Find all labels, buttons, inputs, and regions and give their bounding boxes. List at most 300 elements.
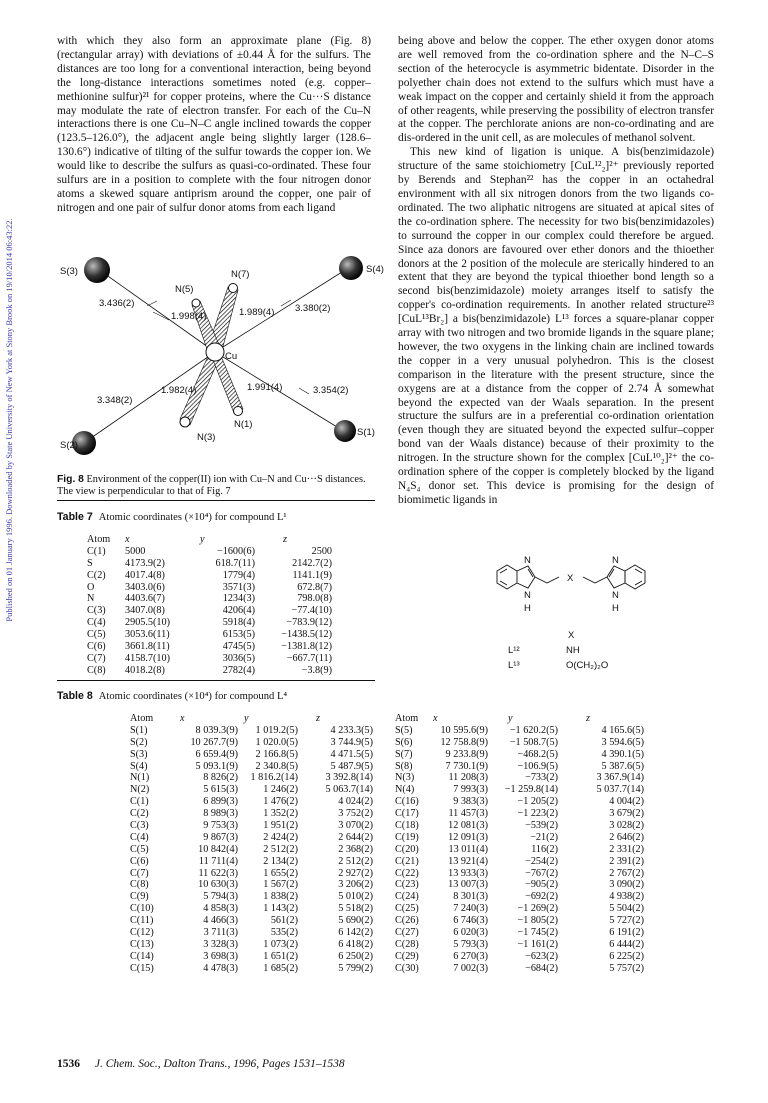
table-cell: 4 858(3) bbox=[203, 903, 238, 915]
table-cell: C(25) bbox=[395, 903, 419, 915]
table-cell: 5 690(2) bbox=[338, 915, 373, 927]
n5-atom bbox=[192, 299, 200, 307]
table-cell: S(7) bbox=[395, 748, 413, 760]
table-cell: 12 091(3) bbox=[448, 831, 488, 843]
table-cell: C(2) bbox=[87, 569, 106, 581]
header-y: y bbox=[244, 713, 249, 724]
table-row bbox=[130, 927, 730, 939]
table-cell: −623(2) bbox=[525, 950, 558, 962]
table-row bbox=[87, 665, 347, 677]
table-cell: 5 615(3) bbox=[203, 784, 238, 796]
right-paragraph-2: This new kind of ligation is unique. A bis(benzimidazole) structure of the same stoichiometry [CuL¹²₂]²⁺ previously reported by Berends and Stephan²² has the copper in an octahedral environment with all six nitrogen donors from the two ligands co-ordinated. The two aliphatic nitrogens are situated at apical sites of the co-ordination sphere. The necessity for two bis(benzimidazoles) to surround the copper in our complex could therefore be argued. Since aza donors are favoured over ether donors and the thioether donors at the 2 position of the molecule are sterically hindered to an extent that they are beyond the typical thioether bond length so a second bis(benzimidazole) moiety arranges itself to satisfy the copper's co-ordination requirements. In another related structure²³ [CuL¹³Br₂] a bis(benzimidazole) L¹³ forces a square-planar copper array with two nitrogen and two bromide ligands in the square plane; however, the two oxygens in the linking chain are inclined towards the copper in a very unusual polyhedron. This is the closest comparison in the literature with the present structure, since the oxygens are at a distance from the copper of 2.74 Å somewhat beyond the expected van der Waals separation. In the present structure the sulfurs are in a preferential co-ordination orientation (even though they are situated beyond the expected sulfur–copper bond van der Waals distance) because of their proximity to the nitrogen. In the structure shown for the complex [CuL¹⁰₂]²⁺ the co-ordination sphere of the copper is completely blocked by the ligand N₄S₄ donor set. This device is promising for the design of biomimetic ligands in bbox=[398, 146, 714, 506]
table-cell: 1 476(2) bbox=[263, 796, 298, 808]
table-8-label: Table 8 bbox=[57, 690, 93, 702]
header-atom: Atom bbox=[87, 534, 111, 545]
table-cell: 11 457(3) bbox=[448, 808, 488, 820]
table-cell: 4206(4) bbox=[222, 605, 255, 617]
table-cell: C(11) bbox=[130, 915, 154, 927]
table-row bbox=[130, 772, 730, 784]
journal-citation: J. Chem. Soc., Dalton Trans., 1996, Pages 1531–1538 bbox=[94, 1058, 345, 1070]
table-cell: −106.9(5) bbox=[517, 760, 558, 772]
table-cell: 2 391(2) bbox=[609, 855, 644, 867]
table-cell: −1 205(2) bbox=[517, 796, 558, 808]
table-cell: −1 259.8(14) bbox=[504, 784, 558, 796]
table-cell: 2 512(2) bbox=[338, 855, 373, 867]
n7-distance: 1.989(4) bbox=[239, 307, 275, 318]
table-row bbox=[87, 617, 347, 629]
table-cell: 1 073(2) bbox=[263, 938, 298, 950]
download-notice bbox=[2, 160, 16, 680]
table-cell: 2 767(2) bbox=[609, 867, 644, 879]
s1-atom bbox=[334, 420, 356, 442]
s3-distance: 3.436(2) bbox=[99, 298, 135, 309]
table-cell: C(26) bbox=[395, 915, 419, 927]
table-cell: 1 567(2) bbox=[263, 879, 298, 891]
table-cell: 3403.0(6) bbox=[125, 581, 165, 593]
right-paragraph-1: being above and below the copper. The ether oxygen donor atoms are well removed from the co-ordination sphere and the N–C–S section of the heterocycle is asymmetric bidentate. Disorder in the polyether chain does not extend to the sulfurs which must have a weak impact on the copper and certainly shield it from the approach of other reagents, while preserving the possibility of electron transfer at the copper. The perchlorate anions are non-co-ordinating and are dis-ordered in the unit cell, as are molecules of methanol solvent. bbox=[398, 35, 714, 145]
table-cell: C(10) bbox=[130, 903, 154, 915]
table-cell: 5 794(3) bbox=[203, 891, 238, 903]
table-cell: 1141.1(9) bbox=[292, 569, 332, 581]
table-cell: 2500 bbox=[311, 545, 332, 557]
table-cell: 3 328(3) bbox=[203, 938, 238, 950]
structure-drawing bbox=[495, 553, 675, 623]
table-row bbox=[87, 570, 347, 582]
table-cell: 5 793(3) bbox=[453, 938, 488, 950]
table-cell: N(3) bbox=[395, 772, 415, 784]
table-cell: 2 331(2) bbox=[609, 843, 644, 855]
page-footer bbox=[57, 1058, 345, 1070]
table-cell: 5918(4) bbox=[222, 617, 255, 629]
table-cell: 3 090(2) bbox=[609, 879, 644, 891]
header-atom-2: Atom bbox=[395, 713, 419, 724]
table-cell: 4017.4(8) bbox=[125, 569, 165, 581]
table-cell: 6 418(2) bbox=[338, 938, 373, 950]
header-x: x bbox=[180, 713, 185, 724]
table-cell: 6 191(2) bbox=[609, 927, 644, 939]
table-cell: −905(2) bbox=[525, 879, 558, 891]
table-cell: 672.8(7) bbox=[297, 581, 332, 593]
table-cell: 2 424(2) bbox=[263, 831, 298, 843]
table-cell: 10 630(3) bbox=[198, 879, 238, 891]
legend-ligand-name: L¹³ bbox=[508, 660, 520, 671]
figure-caption-text: Environment of the copper(II) ion with Cu–N and Cu···S distances. The view is perpendicular to that of Fig. 7 bbox=[57, 474, 366, 498]
table-cell: C(7) bbox=[87, 652, 106, 664]
table-cell: 4018.2(8) bbox=[125, 664, 165, 676]
s4-distance: 3.380(2) bbox=[295, 303, 331, 314]
table-cell: C(2) bbox=[130, 808, 149, 820]
table-row bbox=[130, 951, 730, 963]
table-cell: −1381.8(12) bbox=[281, 641, 332, 653]
table-cell: 2142.7(2) bbox=[292, 557, 332, 569]
left-column-text bbox=[57, 35, 371, 216]
table-cell: 1 655(2) bbox=[263, 867, 298, 879]
table-cell: C(9) bbox=[130, 891, 149, 903]
table-cell: −667.7(11) bbox=[286, 652, 332, 664]
table-cell: 561(2) bbox=[270, 915, 298, 927]
table-row bbox=[130, 868, 730, 880]
cu-label: Cu bbox=[225, 351, 238, 362]
table-cell: 4158.7(10) bbox=[125, 652, 170, 664]
table-cell: 3 028(2) bbox=[609, 820, 644, 832]
table-cell: 7 240(3) bbox=[453, 903, 488, 915]
table-row bbox=[87, 605, 347, 617]
table-cell: C(6) bbox=[130, 855, 149, 867]
table-cell: C(18) bbox=[395, 820, 419, 832]
table-cell: 9 753(3) bbox=[203, 820, 238, 832]
s1-distance: 3.354(2) bbox=[313, 385, 349, 396]
figure-8 bbox=[57, 255, 384, 470]
table-cell: −539(2) bbox=[525, 820, 558, 832]
table-cell: 10 842(4) bbox=[198, 843, 238, 855]
table-row bbox=[130, 820, 730, 832]
header-atom: Atom bbox=[130, 713, 154, 724]
table-cell: 2 340.8(5) bbox=[255, 760, 298, 772]
table-cell: C(5) bbox=[130, 843, 149, 855]
table-cell: 5000 bbox=[125, 545, 146, 557]
n1-atom bbox=[234, 407, 243, 416]
table-cell: 3 367.9(14) bbox=[596, 772, 644, 784]
table-cell: 2782(4) bbox=[222, 664, 255, 676]
n-bottom-left: N bbox=[524, 590, 531, 601]
table-cell: 7 002(3) bbox=[453, 962, 488, 974]
table-cell: 6 659.4(9) bbox=[195, 748, 238, 760]
table-cell: C(19) bbox=[395, 831, 419, 843]
table-cell: 2 512(2) bbox=[263, 843, 298, 855]
table-cell: 4 165.6(5) bbox=[601, 724, 644, 736]
table-cell: 3 679(2) bbox=[609, 808, 644, 820]
table-cell: 4 471.5(5) bbox=[330, 748, 373, 760]
table-cell: S(8) bbox=[395, 760, 413, 772]
table-row bbox=[130, 749, 730, 761]
table-cell: −1 223(2) bbox=[517, 808, 558, 820]
table-cell: −77.4(10) bbox=[291, 605, 332, 617]
table-row bbox=[130, 879, 730, 891]
table-cell: N(4) bbox=[395, 784, 415, 796]
table-cell: 8 989(3) bbox=[203, 808, 238, 820]
header-y: y bbox=[200, 534, 205, 545]
copper-atom bbox=[206, 343, 224, 361]
table-cell: S bbox=[87, 557, 93, 569]
table-row bbox=[87, 641, 347, 653]
header-x: x bbox=[125, 534, 130, 545]
table-7-label: Table 7 bbox=[57, 511, 93, 523]
divider bbox=[57, 500, 375, 501]
table-cell: 4 478(3) bbox=[203, 962, 238, 974]
table-row bbox=[87, 593, 347, 605]
table-cell: C(28) bbox=[395, 938, 419, 950]
table-cell: 3 206(2) bbox=[338, 879, 373, 891]
table-cell: 3661.8(11) bbox=[125, 641, 170, 653]
legend-ligand-x: NH bbox=[566, 645, 580, 656]
table-cell: 5 063.7(14) bbox=[325, 784, 373, 796]
s4-atom bbox=[339, 256, 363, 280]
table-cell: C(3) bbox=[130, 820, 149, 832]
table-cell: 6153(5) bbox=[222, 629, 255, 641]
right-column-text bbox=[398, 35, 714, 508]
table-cell: −1 805(2) bbox=[517, 915, 558, 927]
table-cell: −1 269(2) bbox=[517, 903, 558, 915]
table-cell: 7 993(3) bbox=[453, 784, 488, 796]
n-top-right: N bbox=[612, 555, 619, 566]
s2-distance: 3.348(2) bbox=[97, 395, 133, 406]
table-cell: 2 646(2) bbox=[609, 831, 644, 843]
table-cell: 1234(3) bbox=[222, 593, 255, 605]
table-cell: 1 651(2) bbox=[263, 950, 298, 962]
table-cell: 1 816.2(14) bbox=[250, 772, 298, 784]
table-cell: −468.2(5) bbox=[517, 748, 558, 760]
table-cell: 4173.9(2) bbox=[125, 557, 165, 569]
table-cell: 2 927(2) bbox=[338, 867, 373, 879]
n-top-left: N bbox=[524, 555, 531, 566]
table-cell: 3 698(3) bbox=[203, 950, 238, 962]
h-right: H bbox=[612, 603, 619, 614]
table-cell: C(21) bbox=[395, 855, 419, 867]
table-cell: 6 225(2) bbox=[609, 950, 644, 962]
table-cell: 5 487.9(5) bbox=[330, 760, 373, 772]
table-row bbox=[130, 784, 730, 796]
table-cell: C(8) bbox=[87, 664, 106, 676]
table-cell: −767(2) bbox=[525, 867, 558, 879]
table-cell: −1 161(2) bbox=[517, 938, 558, 950]
table-cell: 11 711(4) bbox=[198, 855, 238, 867]
table-cell: 4 938(2) bbox=[609, 891, 644, 903]
table-row bbox=[130, 915, 730, 927]
legend-row-l13 bbox=[508, 660, 608, 671]
table-header-row bbox=[87, 534, 347, 546]
table-cell: N(1) bbox=[130, 772, 150, 784]
table-cell: S(2) bbox=[130, 736, 148, 748]
table-cell: C(20) bbox=[395, 843, 419, 855]
table-cell: C(13) bbox=[130, 938, 154, 950]
table-cell: C(5) bbox=[87, 629, 106, 641]
legend-row-l12 bbox=[508, 645, 580, 656]
table-cell: 1 838(2) bbox=[263, 891, 298, 903]
table-cell: 3 392.8(14) bbox=[325, 772, 373, 784]
table-cell: 11 622(3) bbox=[198, 867, 238, 879]
table-cell: 13 921(4) bbox=[448, 855, 488, 867]
table-row bbox=[130, 939, 730, 951]
table-cell: 8 826(2) bbox=[203, 772, 238, 784]
table-cell: 5 504(2) bbox=[609, 903, 644, 915]
n1-distance: 1.991(4) bbox=[247, 382, 283, 393]
table-cell: C(14) bbox=[130, 950, 154, 962]
header-z: z bbox=[316, 713, 320, 724]
table-cell: 5 093.1(9) bbox=[195, 760, 238, 772]
table-cell: 10 267.7(9) bbox=[190, 736, 238, 748]
table-cell: 1 143(2) bbox=[263, 903, 298, 915]
table-cell: C(4) bbox=[87, 617, 106, 629]
table-cell: C(15) bbox=[130, 962, 154, 974]
n3-distance: 1.982(4) bbox=[161, 385, 197, 396]
table-cell: 1 352(2) bbox=[263, 808, 298, 820]
table-cell: −1438.5(12) bbox=[281, 629, 332, 641]
n-bottom-right: N bbox=[612, 590, 619, 601]
figure-8-caption bbox=[57, 474, 375, 499]
table-cell: 4 466(3) bbox=[203, 915, 238, 927]
table-cell: C(6) bbox=[87, 641, 106, 653]
table-cell: 8 039.3(9) bbox=[195, 724, 238, 736]
legend-x-header: X bbox=[568, 630, 575, 641]
table-cell: 1 685(2) bbox=[263, 962, 298, 974]
table-cell: 4 233.3(5) bbox=[330, 724, 373, 736]
n1-label: N(1) bbox=[234, 419, 253, 430]
table-cell: 13 933(3) bbox=[448, 867, 488, 879]
table-cell: C(22) bbox=[395, 867, 419, 879]
table-header-row bbox=[130, 713, 730, 725]
table-row bbox=[130, 963, 730, 975]
table-cell: 13 007(3) bbox=[448, 879, 488, 891]
table-cell: 2 134(2) bbox=[263, 855, 298, 867]
n7-label: N(7) bbox=[231, 269, 250, 280]
table-cell: C(16) bbox=[395, 796, 419, 808]
table-cell: 6 270(3) bbox=[453, 950, 488, 962]
table-cell: C(29) bbox=[395, 950, 419, 962]
table-cell: 6 020(3) bbox=[453, 927, 488, 939]
table-cell: −684(2) bbox=[525, 962, 558, 974]
table-cell: C(3) bbox=[87, 605, 106, 617]
table-cell: S(6) bbox=[395, 736, 413, 748]
table-cell: 618.7(11) bbox=[215, 557, 255, 569]
table-cell: C(1) bbox=[130, 796, 149, 808]
table-cell: 4 024(2) bbox=[338, 796, 373, 808]
table-cell: 5 010(2) bbox=[338, 891, 373, 903]
table-cell: 116(2) bbox=[531, 843, 558, 855]
table-cell: 3 070(2) bbox=[338, 820, 373, 832]
table-cell: C(24) bbox=[395, 891, 419, 903]
table-cell: 3 744.9(5) bbox=[330, 736, 373, 748]
table-cell: −1 508.7(5) bbox=[509, 736, 558, 748]
table-cell: 5 037.7(14) bbox=[596, 784, 644, 796]
table-cell: C(7) bbox=[130, 867, 149, 879]
legend-ligand-name: L¹² bbox=[508, 645, 520, 656]
table-cell: 10 595.6(9) bbox=[440, 724, 488, 736]
n5-label: N(5) bbox=[175, 284, 194, 295]
table-cell: 798.0(8) bbox=[297, 593, 332, 605]
header-y-2: y bbox=[508, 713, 513, 724]
table-cell: 535(2) bbox=[270, 927, 298, 939]
table-row bbox=[130, 796, 730, 808]
table-cell: C(30) bbox=[395, 962, 419, 974]
table-cell: 1 951(2) bbox=[263, 820, 298, 832]
table-cell: 6 746(3) bbox=[453, 915, 488, 927]
table-row bbox=[130, 903, 730, 915]
download-notice-text: Published on 01 January 1996. Downloaded by State University of New York at Stony Brook on 19/10/2014 06:43:22. bbox=[4, 218, 14, 622]
table-8-caption bbox=[57, 690, 287, 702]
table-7-caption bbox=[57, 511, 287, 523]
table-cell: 2 644(2) bbox=[338, 831, 373, 843]
table-cell: 5 757(2) bbox=[609, 962, 644, 974]
table-cell: 5 727(2) bbox=[609, 915, 644, 927]
table-cell: 11 208(3) bbox=[448, 772, 488, 784]
table-cell: 6 444(2) bbox=[609, 938, 644, 950]
table-row bbox=[130, 891, 730, 903]
table-cell: 6 899(3) bbox=[203, 796, 238, 808]
table-cell: −254(2) bbox=[525, 855, 558, 867]
table-8-title: Atomic coordinates (×10⁴) for compound L⁴ bbox=[98, 691, 288, 702]
table-cell: 4 004(2) bbox=[609, 796, 644, 808]
table-cell: 3 711(3) bbox=[203, 927, 238, 939]
table-cell: 5 518(2) bbox=[338, 903, 373, 915]
header-z: z bbox=[283, 534, 287, 545]
table-cell: S(1) bbox=[130, 724, 148, 736]
table-cell: S(3) bbox=[130, 748, 148, 760]
table-cell: 3036(5) bbox=[222, 652, 255, 664]
table-cell: −3.8(9) bbox=[301, 664, 332, 676]
table-cell: C(1) bbox=[87, 545, 106, 557]
s3-atom bbox=[84, 257, 110, 283]
table-row bbox=[87, 558, 347, 570]
s4-label: S(4) bbox=[366, 264, 384, 275]
h-left: H bbox=[524, 603, 531, 614]
table-row bbox=[87, 582, 347, 594]
table-cell: 6 142(2) bbox=[338, 927, 373, 939]
table-cell: C(12) bbox=[130, 927, 154, 939]
table-cell: 2905.5(10) bbox=[125, 617, 170, 629]
table-cell: N(2) bbox=[130, 784, 150, 796]
table-cell: −21(2) bbox=[530, 831, 558, 843]
table-cell: N bbox=[87, 593, 95, 605]
table-row bbox=[87, 629, 347, 641]
table-cell: C(17) bbox=[395, 808, 419, 820]
table-cell: 4 390.1(5) bbox=[601, 748, 644, 760]
n3-atom bbox=[180, 417, 190, 427]
table-cell: 1 246(2) bbox=[263, 784, 298, 796]
x-linker: X bbox=[567, 573, 574, 584]
table-cell: C(4) bbox=[130, 831, 149, 843]
table-8 bbox=[130, 713, 730, 975]
header-z-2: z bbox=[586, 713, 590, 724]
table-row bbox=[130, 856, 730, 868]
figure-label: Fig. 8 bbox=[57, 474, 84, 485]
table-row bbox=[130, 737, 730, 749]
table-cell: −1600(6) bbox=[217, 545, 255, 557]
table-cell: 9 383(3) bbox=[453, 796, 488, 808]
table-cell: 1 019.2(5) bbox=[255, 724, 298, 736]
n5-distance: 1.998(4) bbox=[171, 311, 207, 322]
table-cell: 3571(3) bbox=[222, 581, 255, 593]
table-cell: 5 387.6(5) bbox=[601, 760, 644, 772]
table-7-title: Atomic coordinates (×10⁴) for compound L¹ bbox=[98, 512, 287, 523]
table-cell: 1779(4) bbox=[222, 569, 255, 581]
s3-label: S(3) bbox=[60, 266, 78, 277]
table-cell: 4745(5) bbox=[222, 641, 255, 653]
table-cell: 2 368(2) bbox=[338, 843, 373, 855]
table-cell: 12 081(3) bbox=[448, 820, 488, 832]
left-paragraph: with which they also form an approximate plane (Fig. 8) (rectangular array) with deviations of ±0.44 Å for the sulfurs. The distances are too long for a conventional interaction, being beyond the long-distance interactions sometimes noted (e.g. copper–methionine sulfur)²¹ for copper proteins, where the Cu···S distance may modulate the rate of electron transfer. For each of the Cu–N interactions there is one Cu–N–C angle inclined towards the copper (123.5–126.0°), the adjacent angle being slightly larger (128.6–130.6°) indicative of tilting of the sulfur towards the copper ion. We would like to describe the sulfurs as quasi-co-ordinated. These four sulfurs are in a position to complete with the four nitrogen donor atoms a skewed square antiprism around the copper, one pair of nitrogen and one pair of sulfur donor atoms from each ligand bbox=[57, 35, 371, 214]
table-7 bbox=[87, 534, 347, 677]
table-cell: 9 233.8(9) bbox=[445, 748, 488, 760]
table-row bbox=[130, 808, 730, 820]
table-cell: 2 166.8(5) bbox=[255, 748, 298, 760]
s2-label: S(2) bbox=[60, 440, 78, 451]
table-cell: 5 799(2) bbox=[338, 962, 373, 974]
legend-ligand-x: O(CH₂)₂O bbox=[566, 660, 609, 671]
table-cell: −1 620.2(5) bbox=[509, 724, 558, 736]
table-cell: 3053.6(11) bbox=[125, 629, 170, 641]
table-cell: −1 745(2) bbox=[517, 927, 558, 939]
divider bbox=[57, 680, 375, 681]
table-cell: 4403.6(7) bbox=[125, 593, 165, 605]
table-cell: 3 594.6(5) bbox=[601, 736, 644, 748]
table-row bbox=[87, 653, 347, 665]
table-cell: S(5) bbox=[395, 724, 413, 736]
table-cell: 3 752(2) bbox=[338, 808, 373, 820]
table-row bbox=[130, 844, 730, 856]
table-cell: 9 867(3) bbox=[203, 831, 238, 843]
table-cell: −692(2) bbox=[525, 891, 558, 903]
table-cell: C(8) bbox=[130, 879, 149, 891]
